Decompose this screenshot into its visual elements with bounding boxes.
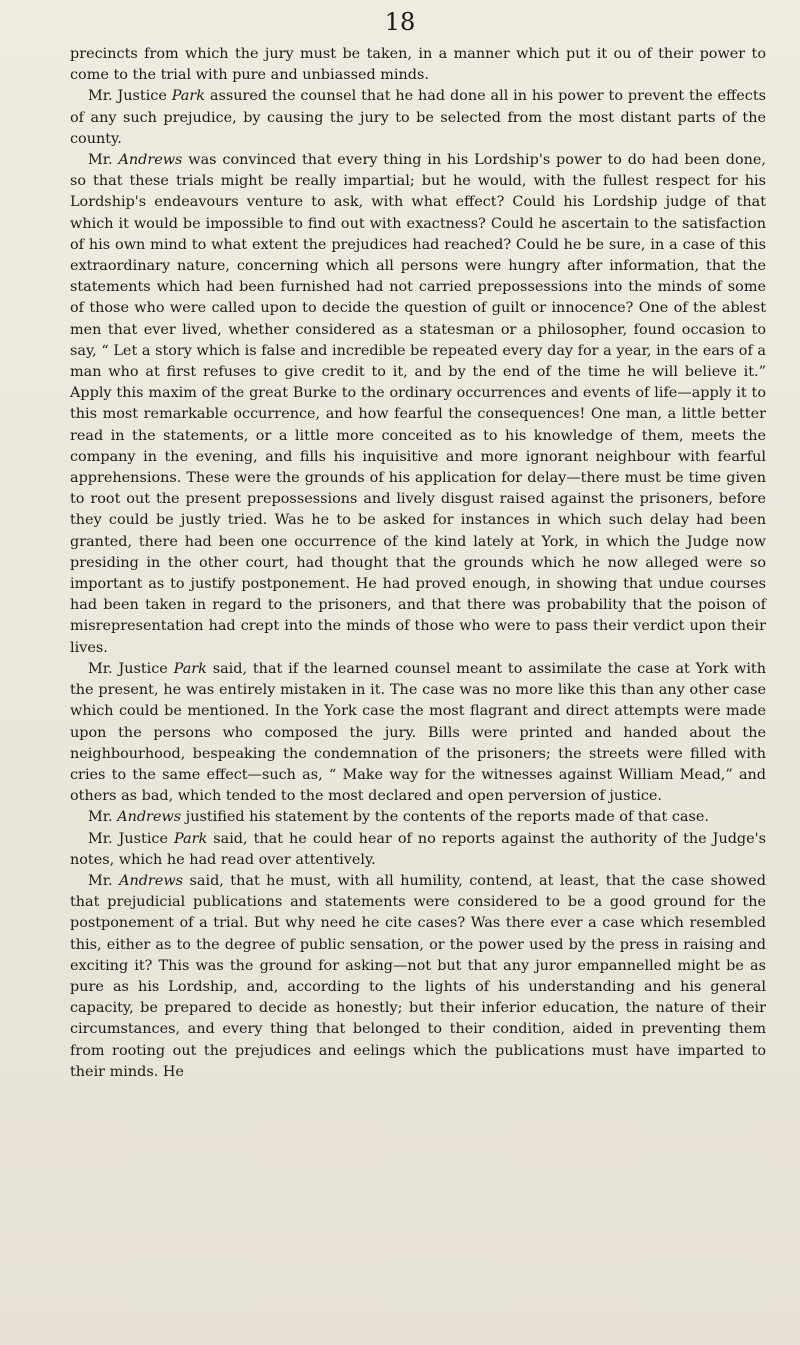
paragraph-text: was convinced that every thing in his Lordship's power to do had been done, so that these trials might be really impartial; but he would, with the fullest respect for his Lordship's endeavours venture to ask, with what effect? Could his Lordship judge of that which it would be impossible to find out with exactness? Could he ascertain to the satisfaction of his own mind to what extent the prejudices had reached? Could he be sure, in a case of this extraordinary nature, concerning which all persons were hungry after information, that the statements which had been furnished had not carried prepossessions into the minds of some of those who were called upon to decide the question of guilt or innocence? One of the ablest men that ever lived, whether considered as a statesman or a philosopher, found occasion to say, “ Let a story which is false and incredible be repeated every day for a year, in the ears of a man who at first refuses to give credit to it, and by the end of the time he will believe it.” Apply this maxim of the great Burke to the ordinary occurrences and events of life—apply it to this most remarkable occurrence, and how fearful the consequences! One man, a little better read in the statements, or a little more conceited as to his knowledge of them, meets the company in the evening, and fills his inquisitive and more ignorant neighbour with fearful apprehensions. These were the grounds of his application for delay—there must be time given to root out the present prepossessions and lively disgust raised against the prisoners, before they could be justly tried. Was he to be asked for instances in which such delay had been granted, there had been one occurrence of the kind lately at York, in which the Judge now presiding in the other court, had thought that the grounds which he now alleged were so important as to justify postponement. He had proved enough, in showing that undue courses had been taken in regard to the prisoners, and that there was probability that the poison of misrepresentation had crept into the minds of those who were to pass their verdict upon their lives. (70, 152, 766, 656)
paragraph-name: Park (174, 830, 208, 847)
paragraph (70, 150, 766, 659)
paragraph-name: Andrews (117, 809, 182, 826)
paragraph-name: Park (173, 660, 207, 677)
paragraph-name: Park (171, 88, 205, 105)
paragraph-name: Andrews (119, 872, 184, 889)
paragraph (70, 659, 766, 807)
paragraph-text: Mr. (88, 809, 118, 826)
paragraph (70, 44, 766, 86)
paragraph-text: assured the counsel that he had done all in his power to prevent the effects of any such prejudice, by causing the jury to be selected from the most distant parts of the county. (70, 88, 766, 147)
paragraph-text: said, that he must, with all humility, contend, at least, that the case showed that prejudicial publications and statements were considered to be a good ground for the postponement of a trial. But why need he cite cases? Was there ever a case which resembled this, either as to the degree of public sensation, or the power used by the press in raising and exciting it? This was the ground for asking—not but that any juror empannelled might be as pure as his Lordship, and, according to the lights of his understanding and his general capacity, be prepared to decide as honestly; but their inferior education, the nature of their circumstances, and every thing that belonged to their condition, aided in preventing them from rooting out the prejudices and eelings which the publications must have imparted to their minds. He (70, 872, 766, 1080)
paragraph-text: Mr. Justice (88, 830, 175, 847)
paragraph-text: justified his statement by the contents of the reports made of that case. (181, 809, 709, 826)
paragraph (70, 807, 766, 828)
paragraph-text: said, that if the learned counsel meant to assimilate the case at York with the present, he was entirely mistaken in it. The case was no more like this than any other case which could be mentioned. In the York case the most flagrant and direct attempts were made upon the persons who composed the jury. Bills were printed and handed about the neighbourhood, bespeaking the condemnation of the prisoners; the streets were filled with cries to the same effect—such as, “ Make way for the witnesses against William Mead,” and others as bad, which tended to the most declared and open perversion of justice. (70, 660, 766, 805)
paragraph-text: Mr. Justice (88, 88, 172, 105)
paragraph-text: said, that he could hear of no reports against the authority of the Judge's notes, which he had read over attentively. (70, 830, 766, 868)
paragraph (70, 871, 766, 1083)
paragraph-text: Mr. (88, 872, 120, 889)
page-number: 18 (384, 8, 416, 36)
paragraph (70, 829, 766, 871)
paragraph-text: Mr. Justice (88, 660, 174, 677)
paragraph-text: precincts from which the jury must be taken, in a manner which put it ou of their power to come to the trial with pure and unbiassed minds. (70, 46, 766, 84)
paragraph-text: Mr. (88, 152, 119, 169)
paragraph (70, 86, 766, 150)
paragraph-name: Andrews (118, 152, 183, 169)
body-text (70, 44, 766, 1083)
